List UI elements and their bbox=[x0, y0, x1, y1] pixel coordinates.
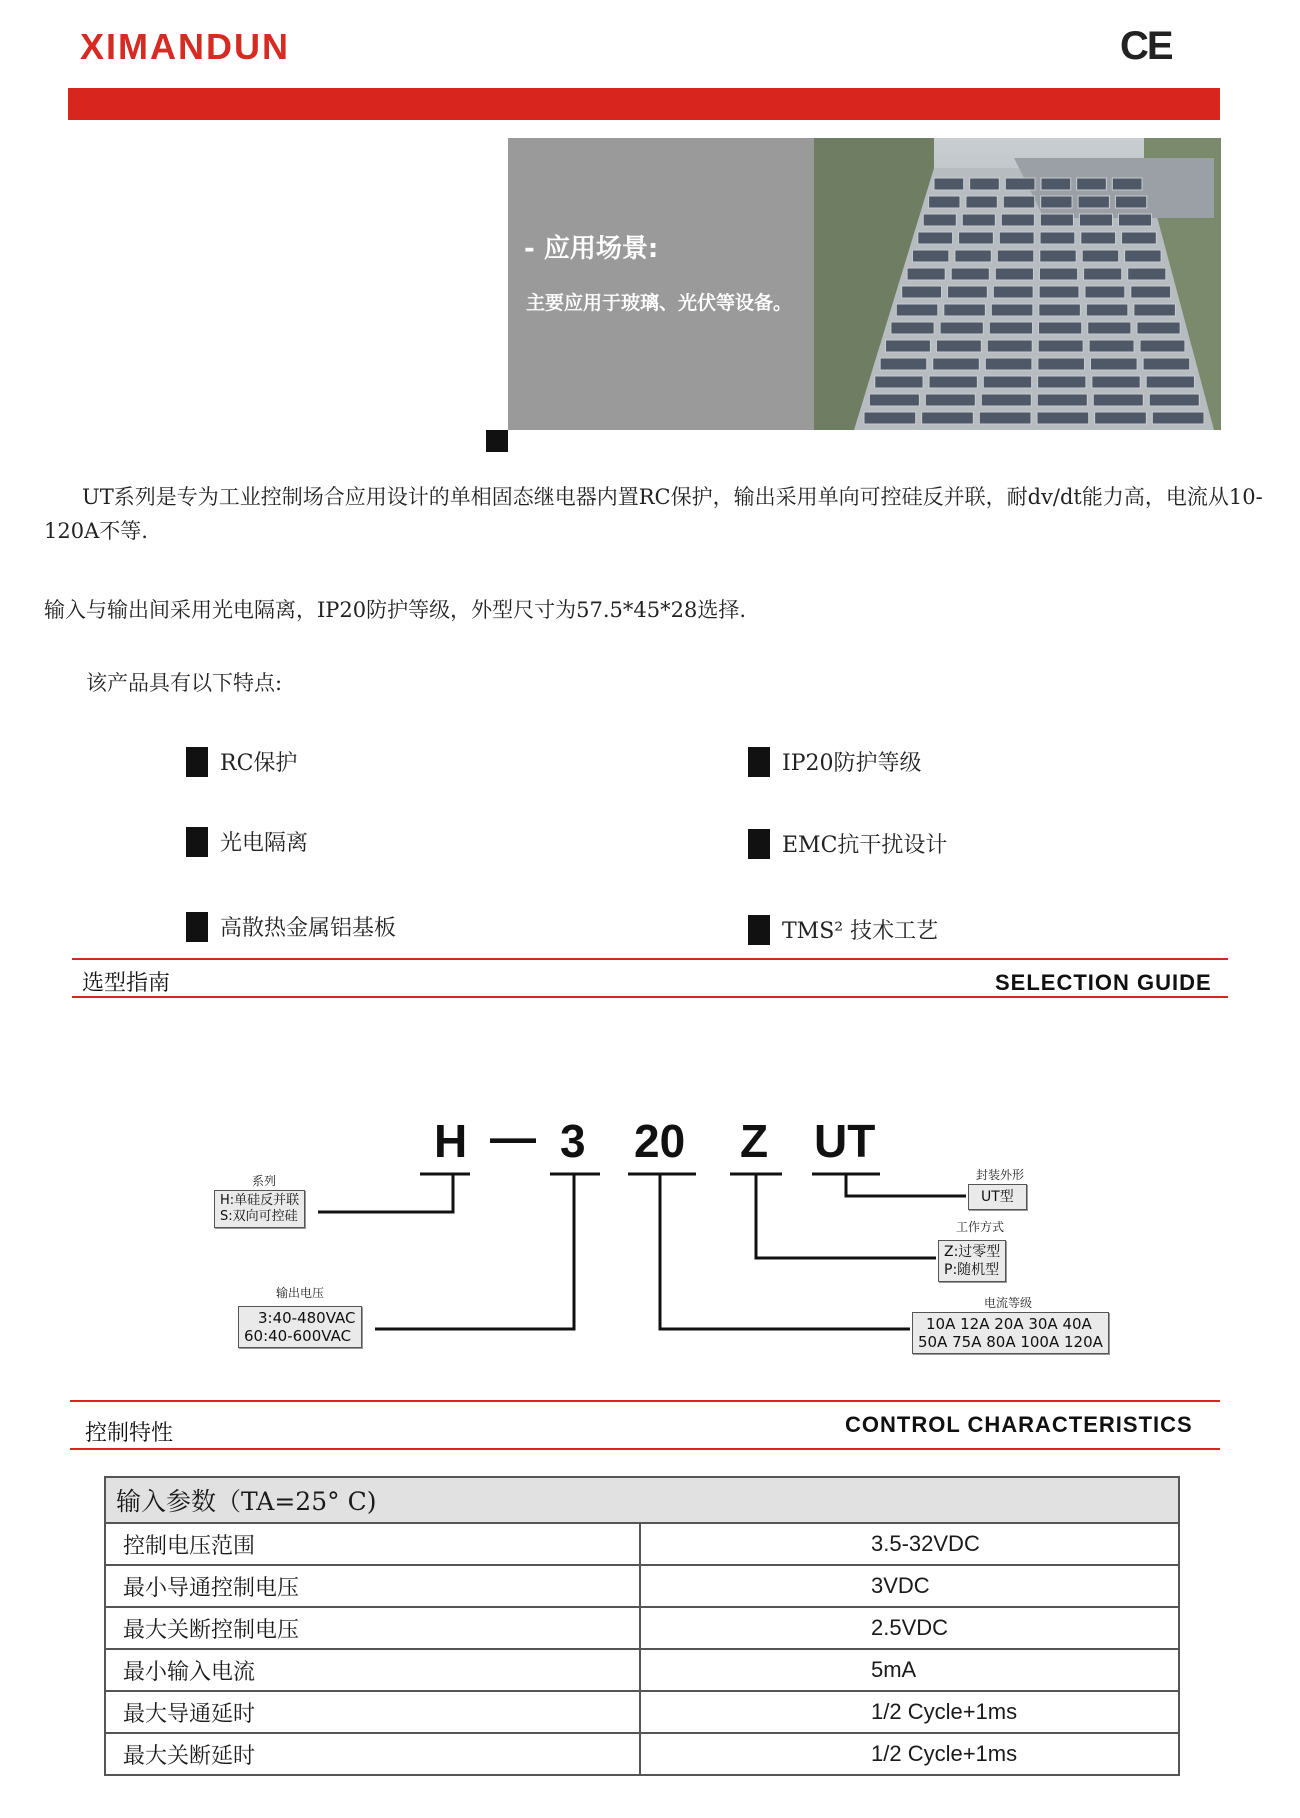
control-title: 控制特性 bbox=[85, 1421, 174, 1446]
section-divider bbox=[70, 1448, 1220, 1450]
code-series: H bbox=[434, 1115, 468, 1167]
features-lead: 该产品具有以下特点: bbox=[86, 671, 283, 695]
current-caption: 电流等级 bbox=[984, 1296, 1033, 1310]
feature-item: TMS² 技术工艺 bbox=[748, 914, 938, 945]
param-value: 1/2 Cycle+1ms bbox=[640, 1691, 1179, 1733]
code-dash: — bbox=[490, 1111, 536, 1163]
table-row bbox=[105, 1523, 1179, 1565]
section-divider bbox=[72, 958, 1228, 960]
section-divider bbox=[70, 1400, 1220, 1402]
solar-roof-photo bbox=[814, 138, 1221, 430]
section-divider bbox=[72, 996, 1228, 998]
code-package: UT bbox=[814, 1115, 876, 1167]
input-parameters-table bbox=[104, 1476, 1180, 1776]
series-caption: 系列 bbox=[252, 1174, 277, 1188]
param-value: 3.5-32VDC bbox=[640, 1523, 1179, 1565]
table-header-row bbox=[105, 1477, 1179, 1523]
table-row bbox=[105, 1607, 1179, 1649]
param-value: 5mA bbox=[640, 1649, 1179, 1691]
output-voltage-box: 3:40-480VAC 60:40-600VAC bbox=[238, 1306, 362, 1348]
param-value: 1/2 Cycle+1ms bbox=[640, 1733, 1179, 1775]
selection-guide-title: 选型指南 bbox=[82, 971, 171, 996]
table-row bbox=[105, 1649, 1179, 1691]
package-caption: 封装外形 bbox=[976, 1168, 1025, 1182]
feature-item: IP20防护等级 bbox=[748, 746, 922, 777]
bullet-square-icon bbox=[748, 747, 770, 777]
series-box: H:单硅反并联 S:双向可控硅 bbox=[214, 1190, 305, 1228]
table-row bbox=[105, 1733, 1179, 1775]
param-value: 3VDC bbox=[640, 1565, 1179, 1607]
table-row bbox=[105, 1565, 1179, 1607]
code-voltage: 3 bbox=[560, 1115, 586, 1167]
selection-guide-title-en: SELECTION GUIDE bbox=[995, 970, 1212, 995]
header-bar bbox=[68, 88, 1220, 120]
mode-box: Z:过零型 P:随机型 bbox=[938, 1240, 1006, 1282]
bullet-square-icon bbox=[186, 827, 208, 857]
bullet-square-icon bbox=[748, 829, 770, 859]
param-label: 最大关断控制电压 bbox=[105, 1607, 640, 1649]
output-voltage-caption: 输出电压 bbox=[276, 1286, 325, 1300]
param-label: 最大导通延时 bbox=[105, 1691, 640, 1733]
bullet-square-icon bbox=[186, 747, 208, 777]
code-current: 20 bbox=[634, 1115, 686, 1167]
bullet-square-icon bbox=[748, 915, 770, 945]
ce-mark: CE bbox=[1120, 24, 1172, 68]
mode-caption: 工作方式 bbox=[956, 1220, 1005, 1234]
table-row bbox=[105, 1691, 1179, 1733]
param-label: 最小导通控制电压 bbox=[105, 1565, 640, 1607]
param-value: 2.5VDC bbox=[640, 1607, 1179, 1649]
hero-marker bbox=[486, 430, 508, 452]
code-mode: Z bbox=[740, 1115, 769, 1167]
intro-paragraph-2: 输入与输出间采用光电隔离，IP20防护等级，外型尺寸为57.5*45*28选择. bbox=[44, 598, 747, 622]
feature-item: RC保护 bbox=[186, 746, 297, 777]
hero-caption-panel bbox=[508, 138, 814, 430]
param-label: 控制电压范围 bbox=[105, 1523, 640, 1565]
feature-item: 光电隔离 bbox=[186, 826, 308, 857]
package-box: UT型 bbox=[968, 1184, 1027, 1210]
param-label: 最小输入电流 bbox=[105, 1649, 640, 1691]
intro-paragraph-1: UT系列是专为工业控制场合应用设计的单相固态继电器内置RC保护，输出采用单向可控硅反并联，耐dv/dt能力高，电流从10-120A不等. bbox=[44, 485, 1263, 543]
hero-title: - 应用场景: bbox=[524, 234, 659, 264]
table-header: 输入参数（TA=25° C) bbox=[105, 1477, 1179, 1523]
feature-item: EMC抗干扰设计 bbox=[748, 828, 947, 859]
current-box: 10A 12A 20A 30A 40A 50A 75A 80A 100A 120A bbox=[912, 1312, 1109, 1354]
param-label: 最大关断延时 bbox=[105, 1733, 640, 1775]
brand-logo: XIMANDUN bbox=[80, 26, 290, 67]
feature-item: 高散热金属铝基板 bbox=[186, 911, 396, 942]
hero-subtitle: 主要应用于玻璃、光伏等设备。 bbox=[526, 292, 793, 314]
control-title-en: CONTROL CHARACTERISTICS bbox=[845, 1412, 1193, 1437]
bullet-square-icon bbox=[186, 912, 208, 942]
